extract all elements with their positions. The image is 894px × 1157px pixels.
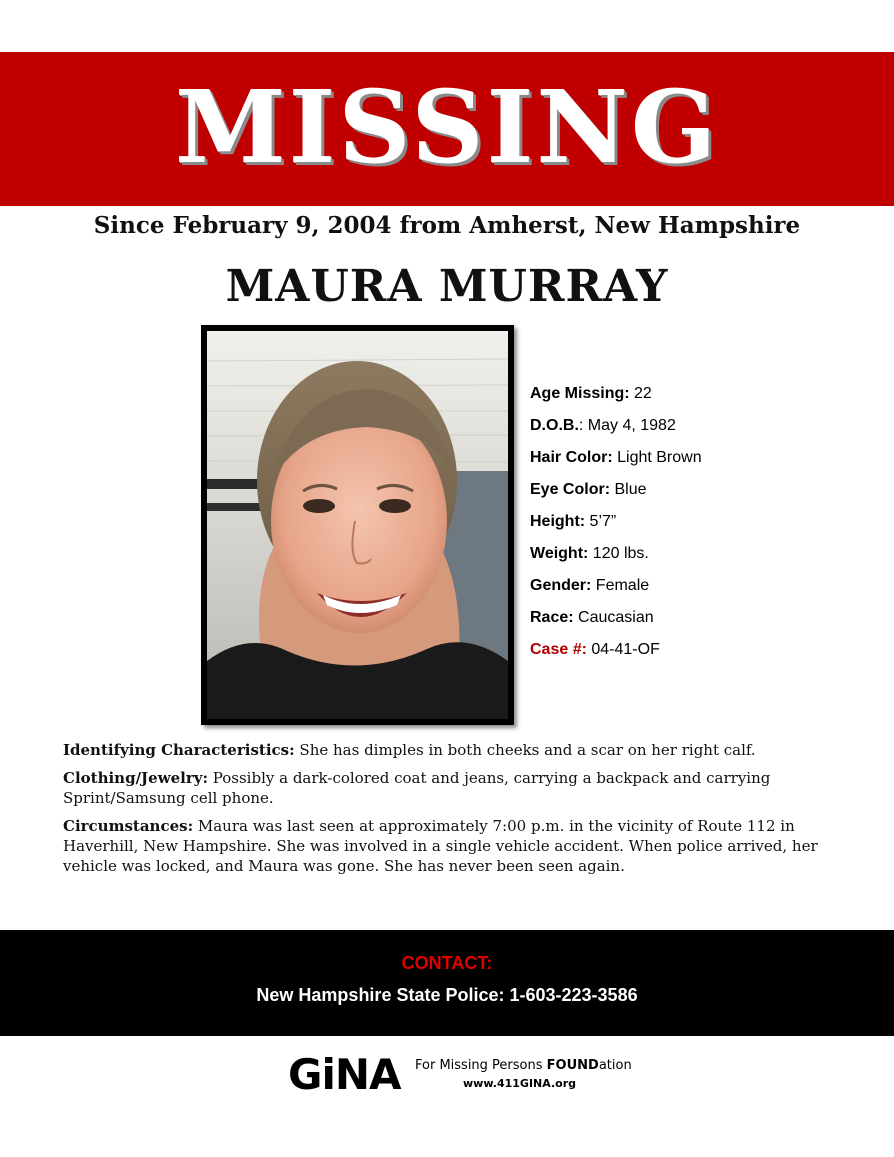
contact-title: CONTACT: bbox=[401, 953, 493, 973]
logo-tag-prefix: For Missing Persons bbox=[415, 1058, 547, 1073]
detail-label: Identifying Characteristics: bbox=[63, 741, 295, 759]
fact-height bbox=[530, 508, 870, 540]
fact-label: Case #: bbox=[530, 641, 587, 658]
logo-tag-suffix: ation bbox=[598, 1058, 632, 1073]
fact-label: Eye Color: bbox=[530, 481, 611, 498]
fact-label: D.O.B. bbox=[530, 417, 579, 434]
contact-bar bbox=[0, 930, 894, 1036]
fact-age-missing bbox=[530, 380, 870, 412]
missing-since-line: Since February 9, 2004 from Amherst, New Hampshire bbox=[93, 212, 801, 239]
detail-label: Circumstances: bbox=[63, 817, 194, 835]
fact-value: Female bbox=[591, 577, 650, 594]
fact-value: 5’7” bbox=[585, 513, 617, 530]
logo-wordmark: GiNA bbox=[288, 1050, 401, 1099]
fact-value: Blue bbox=[610, 481, 647, 498]
person-name: MAURA MURRAY bbox=[225, 261, 669, 312]
fact-value: : May 4, 1982 bbox=[578, 417, 676, 434]
fact-race bbox=[530, 604, 870, 636]
fact-label: Race: bbox=[530, 609, 574, 626]
fact-value: Light Brown bbox=[612, 449, 702, 466]
fact-value: 22 bbox=[629, 385, 652, 402]
facts-list bbox=[530, 380, 870, 668]
missing-title: MISSING bbox=[174, 68, 720, 186]
fact-case-number bbox=[530, 636, 870, 668]
fact-label: Height: bbox=[530, 513, 586, 530]
detail-label: Clothing/Jewelry: bbox=[63, 769, 208, 787]
fact-label: Hair Color: bbox=[530, 449, 613, 466]
detail-circumstances bbox=[63, 816, 823, 876]
fact-value: 04-41-OF bbox=[586, 641, 660, 658]
fact-value: Caucasian bbox=[573, 609, 654, 626]
fact-weight bbox=[530, 540, 870, 572]
fact-label: Weight: bbox=[530, 545, 589, 562]
fact-label: Age Missing: bbox=[530, 385, 630, 402]
contact-phone: New Hampshire State Police: 1-603-223-3586 bbox=[256, 985, 638, 1005]
detail-identifying-characteristics bbox=[63, 740, 823, 760]
detail-text: Possibly a dark-colored coat and jeans, carrying a backpack and carrying Sprint/Samsung cell phone. bbox=[63, 769, 771, 807]
fact-label: Gender: bbox=[530, 577, 592, 594]
detail-clothing-jewelry bbox=[63, 768, 823, 808]
gina-logo bbox=[288, 1050, 632, 1100]
logo-url: www.411GINA.org bbox=[463, 1077, 577, 1090]
fact-gender bbox=[530, 572, 870, 604]
fact-hair-color bbox=[530, 444, 870, 476]
detail-text: She has dimples in both cheeks and a scar on her right calf. bbox=[294, 741, 756, 759]
fact-dob bbox=[530, 412, 870, 444]
fact-value: 120 lbs. bbox=[588, 545, 649, 562]
portrait-image bbox=[207, 331, 508, 719]
logo-tagline bbox=[415, 1058, 632, 1074]
person-photo bbox=[201, 325, 514, 725]
detail-text: Maura was last seen at approximately 7:00 p.m. in the vicinity of Route 112 in Haverhill, New Hampshire. She was involved in a single vehicle accident. When police arrived, her vehicle was locked, and Maura was gone. She has never been seen again. bbox=[63, 817, 818, 875]
details-section bbox=[63, 740, 823, 884]
fact-eye-color bbox=[530, 476, 870, 508]
logo-tag-bold: FOUND bbox=[546, 1058, 599, 1073]
